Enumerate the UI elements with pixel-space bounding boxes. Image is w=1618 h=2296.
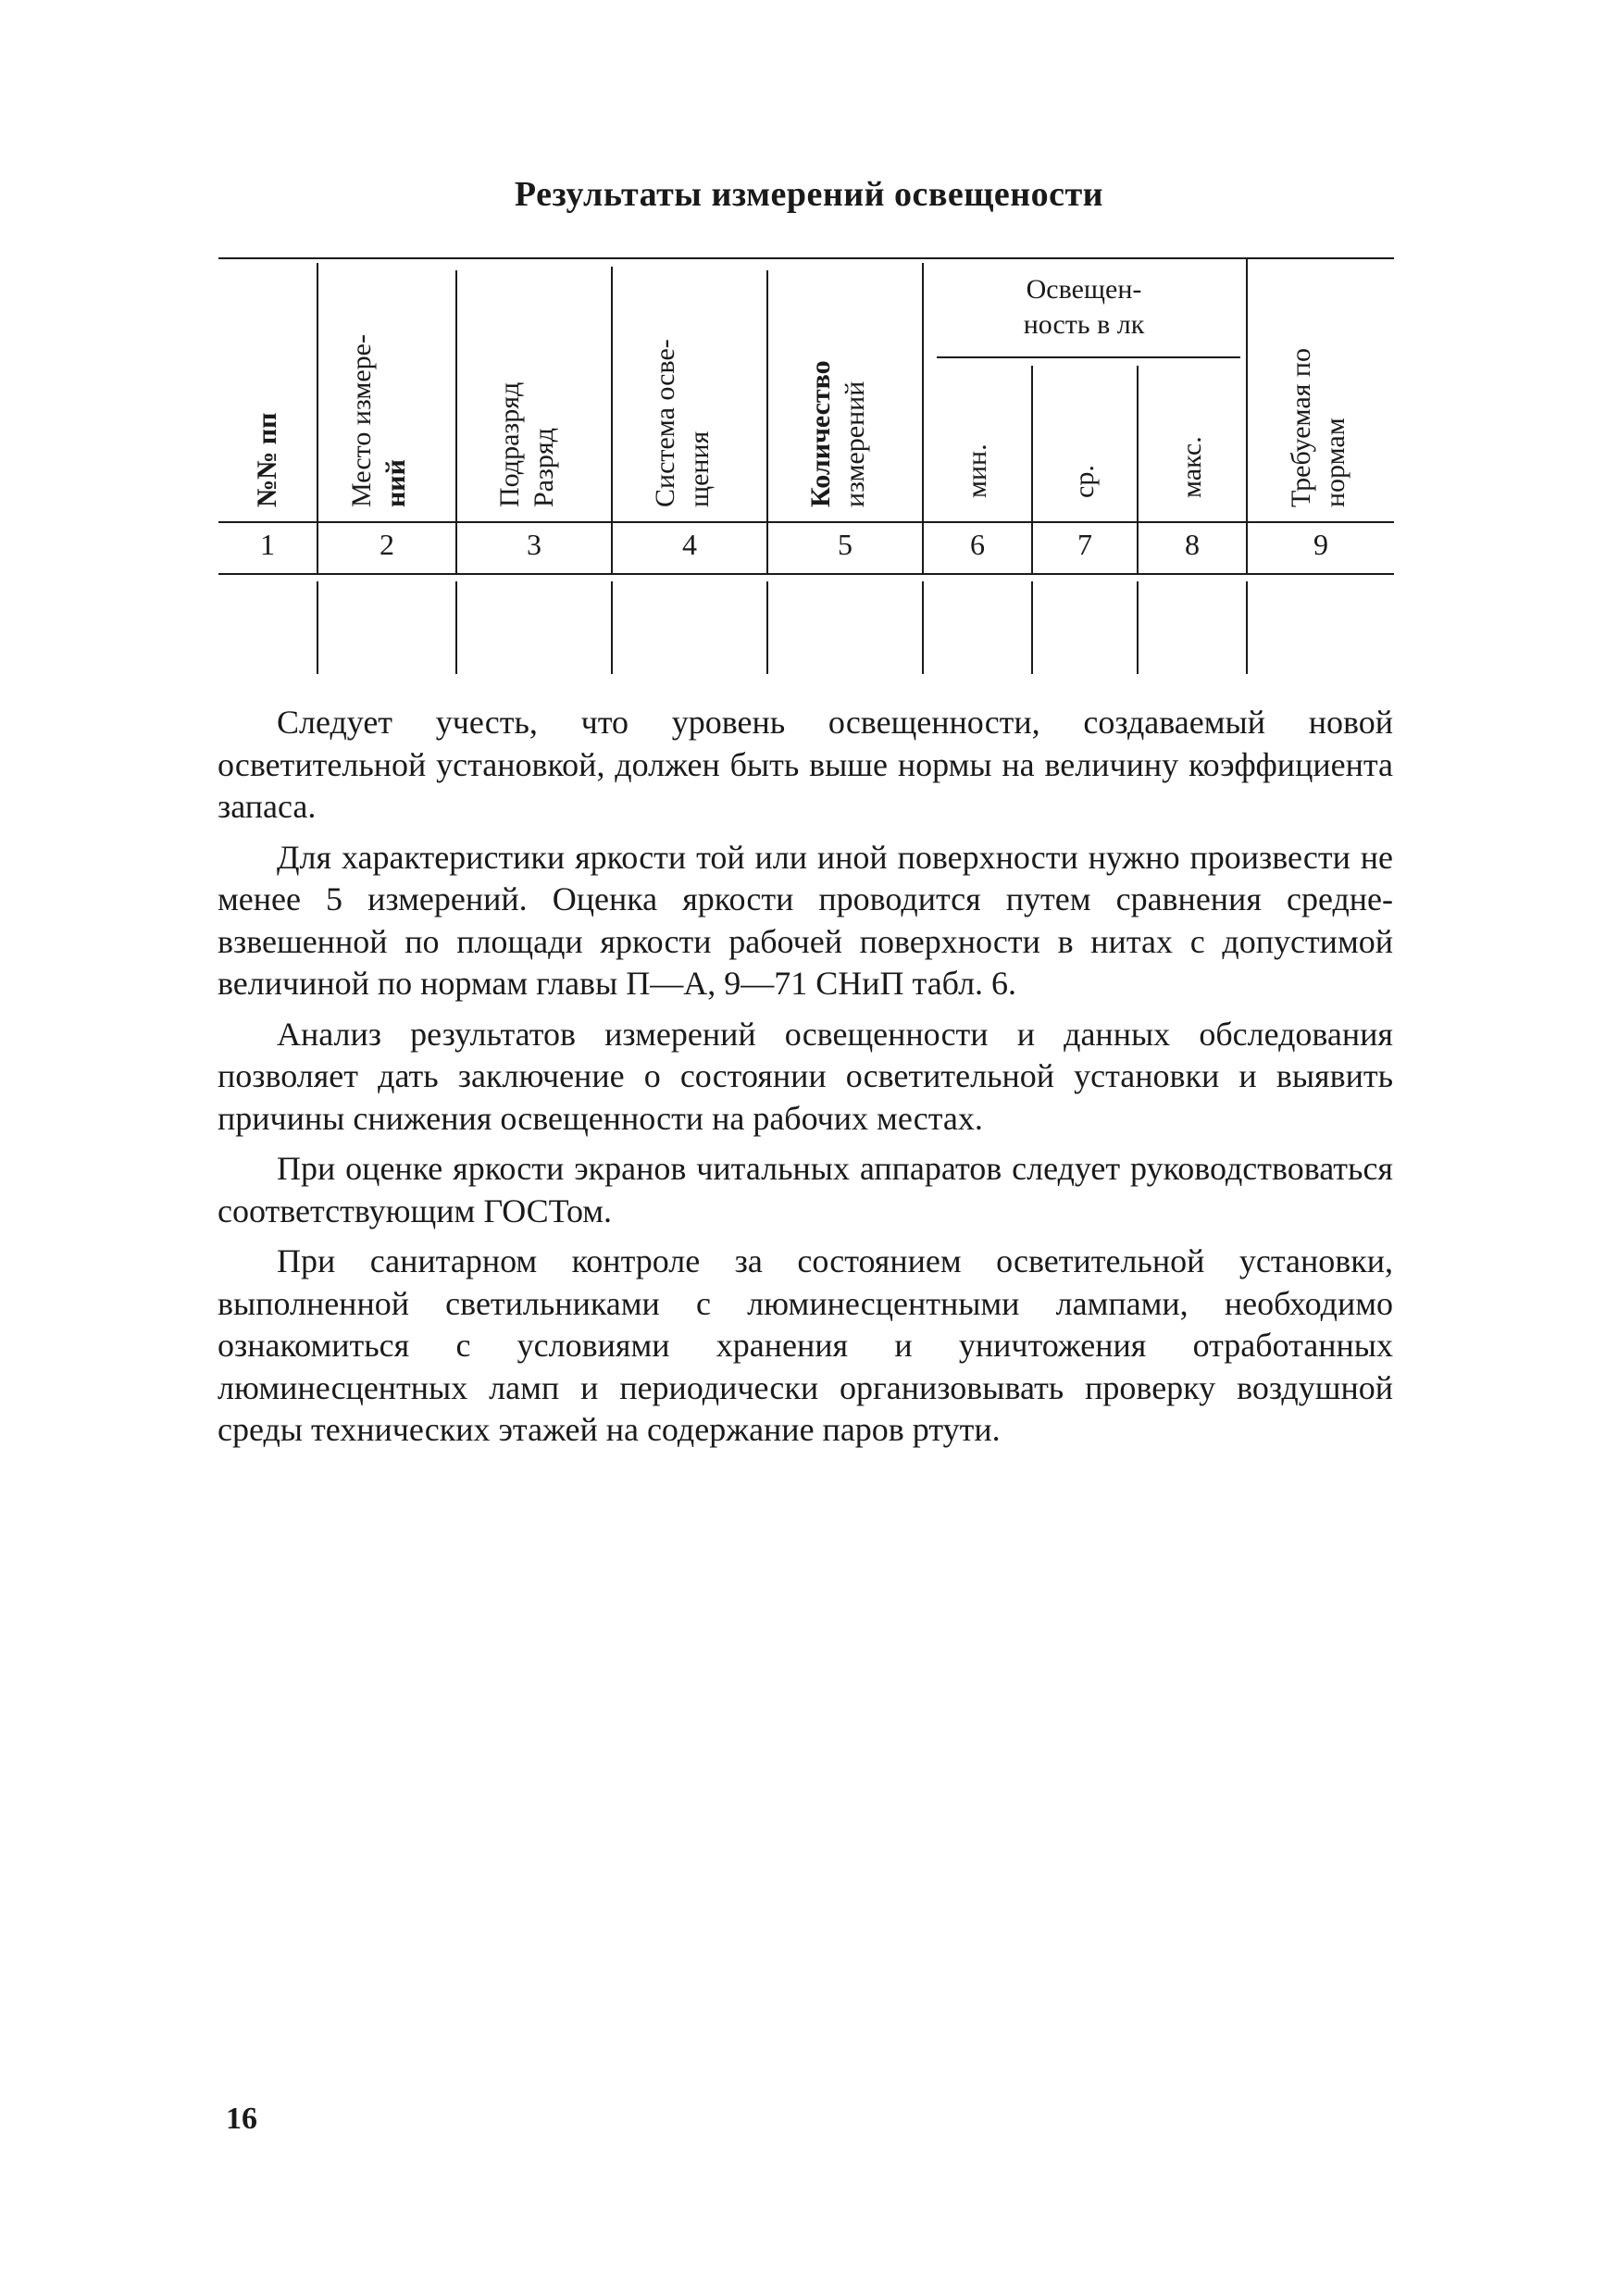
header-col2-line2: ний [380, 459, 411, 507]
header-col4-line1: Система осве- [650, 339, 680, 507]
col-divider-8 [1246, 259, 1248, 574]
header-col4-line2: щения [684, 430, 715, 507]
table-title: Результаты измерений освещености [514, 175, 1104, 214]
column-number-3: 3 [527, 528, 541, 561]
header-col7-avg: ср. [1069, 465, 1100, 498]
paragraph-2: Для характеристики яркости той или иной поверхности нужно произвести не менее 5 измерений. Оценка яркости проводится путем сравнения средне-взвешенной по площади яркости рабочей поверхности в нитах с допустимой величиной по нормам главы П—А, 9—71 СНиП табл. 6. [218, 838, 1393, 1002]
header-col6-min: мин. [962, 443, 992, 498]
header-bottom-rule [218, 521, 1394, 523]
header-col2-line1: Место измере- [346, 334, 377, 507]
header-col5-line1: Количество [805, 360, 836, 507]
header-col8-max: макс. [1176, 436, 1207, 498]
table-top-rule [218, 257, 1394, 259]
paragraph-1: Следует учесть, что уровень освещенности, создаваемый новой осветительной установкой, должен быть выше нормы на величину коэффициента запаса. [218, 704, 1393, 825]
body-text [218, 702, 1393, 1452]
body-divider-2 [455, 581, 457, 674]
body-divider-1 [317, 581, 318, 674]
column-number-2: 2 [380, 528, 394, 561]
column-number-9: 9 [1313, 528, 1328, 561]
column-number-5: 5 [838, 528, 853, 561]
column-number-8: 8 [1185, 528, 1200, 561]
numbers-bottom-rule [218, 573, 1394, 575]
body-divider-3 [611, 581, 613, 674]
header-illuminance-line1: Освещен- [1026, 274, 1142, 305]
column-number-7: 7 [1077, 528, 1092, 561]
measurement-table [0, 0, 1618, 704]
body-divider-7 [1137, 581, 1139, 674]
page-number: 16 [226, 2102, 257, 2136]
header-col3-line2: Разряд [529, 428, 559, 507]
body-divider-6 [1031, 581, 1033, 674]
header-col1: №№ пп [252, 412, 282, 507]
paragraph-4: При оценке яркости экранов читальных аппаратов следует руководствоваться соответствующим ГОСТом. [218, 1150, 1393, 1229]
header-col3-line1: Подразряд [494, 381, 525, 507]
group-header-rule [937, 356, 1240, 358]
header-illuminance-line2: ность в лк [1023, 309, 1145, 340]
header-col9-line1: Требуемая по [1286, 348, 1316, 507]
header-col9-line2: нормам [1320, 418, 1350, 507]
column-number-4: 4 [682, 528, 697, 561]
header-col5-line2: измерений [840, 381, 870, 507]
column-number-6: 6 [970, 528, 985, 561]
paragraph-5: При санитарном контроле за состоянием осветительной установки, выполненной светильниками с люминесцентными лампами, необходимо ознакомиться с условиями хранения и уничтожения отработанных люминесцентных ламп и периодически организовывать проверку воздушной среды технических этажей на содержание паров ртути. [218, 1242, 1393, 1448]
body-divider-8 [1246, 581, 1248, 674]
paragraph-3: Анализ результатов измерений освещенности и данных обследования позволяет дать заключение о состоянии осветительной установки и выявить причины снижения освещенности на рабочих местах. [218, 1015, 1393, 1137]
body-divider-4 [766, 581, 768, 674]
body-divider-5 [922, 581, 924, 674]
column-number-1: 1 [260, 528, 275, 561]
